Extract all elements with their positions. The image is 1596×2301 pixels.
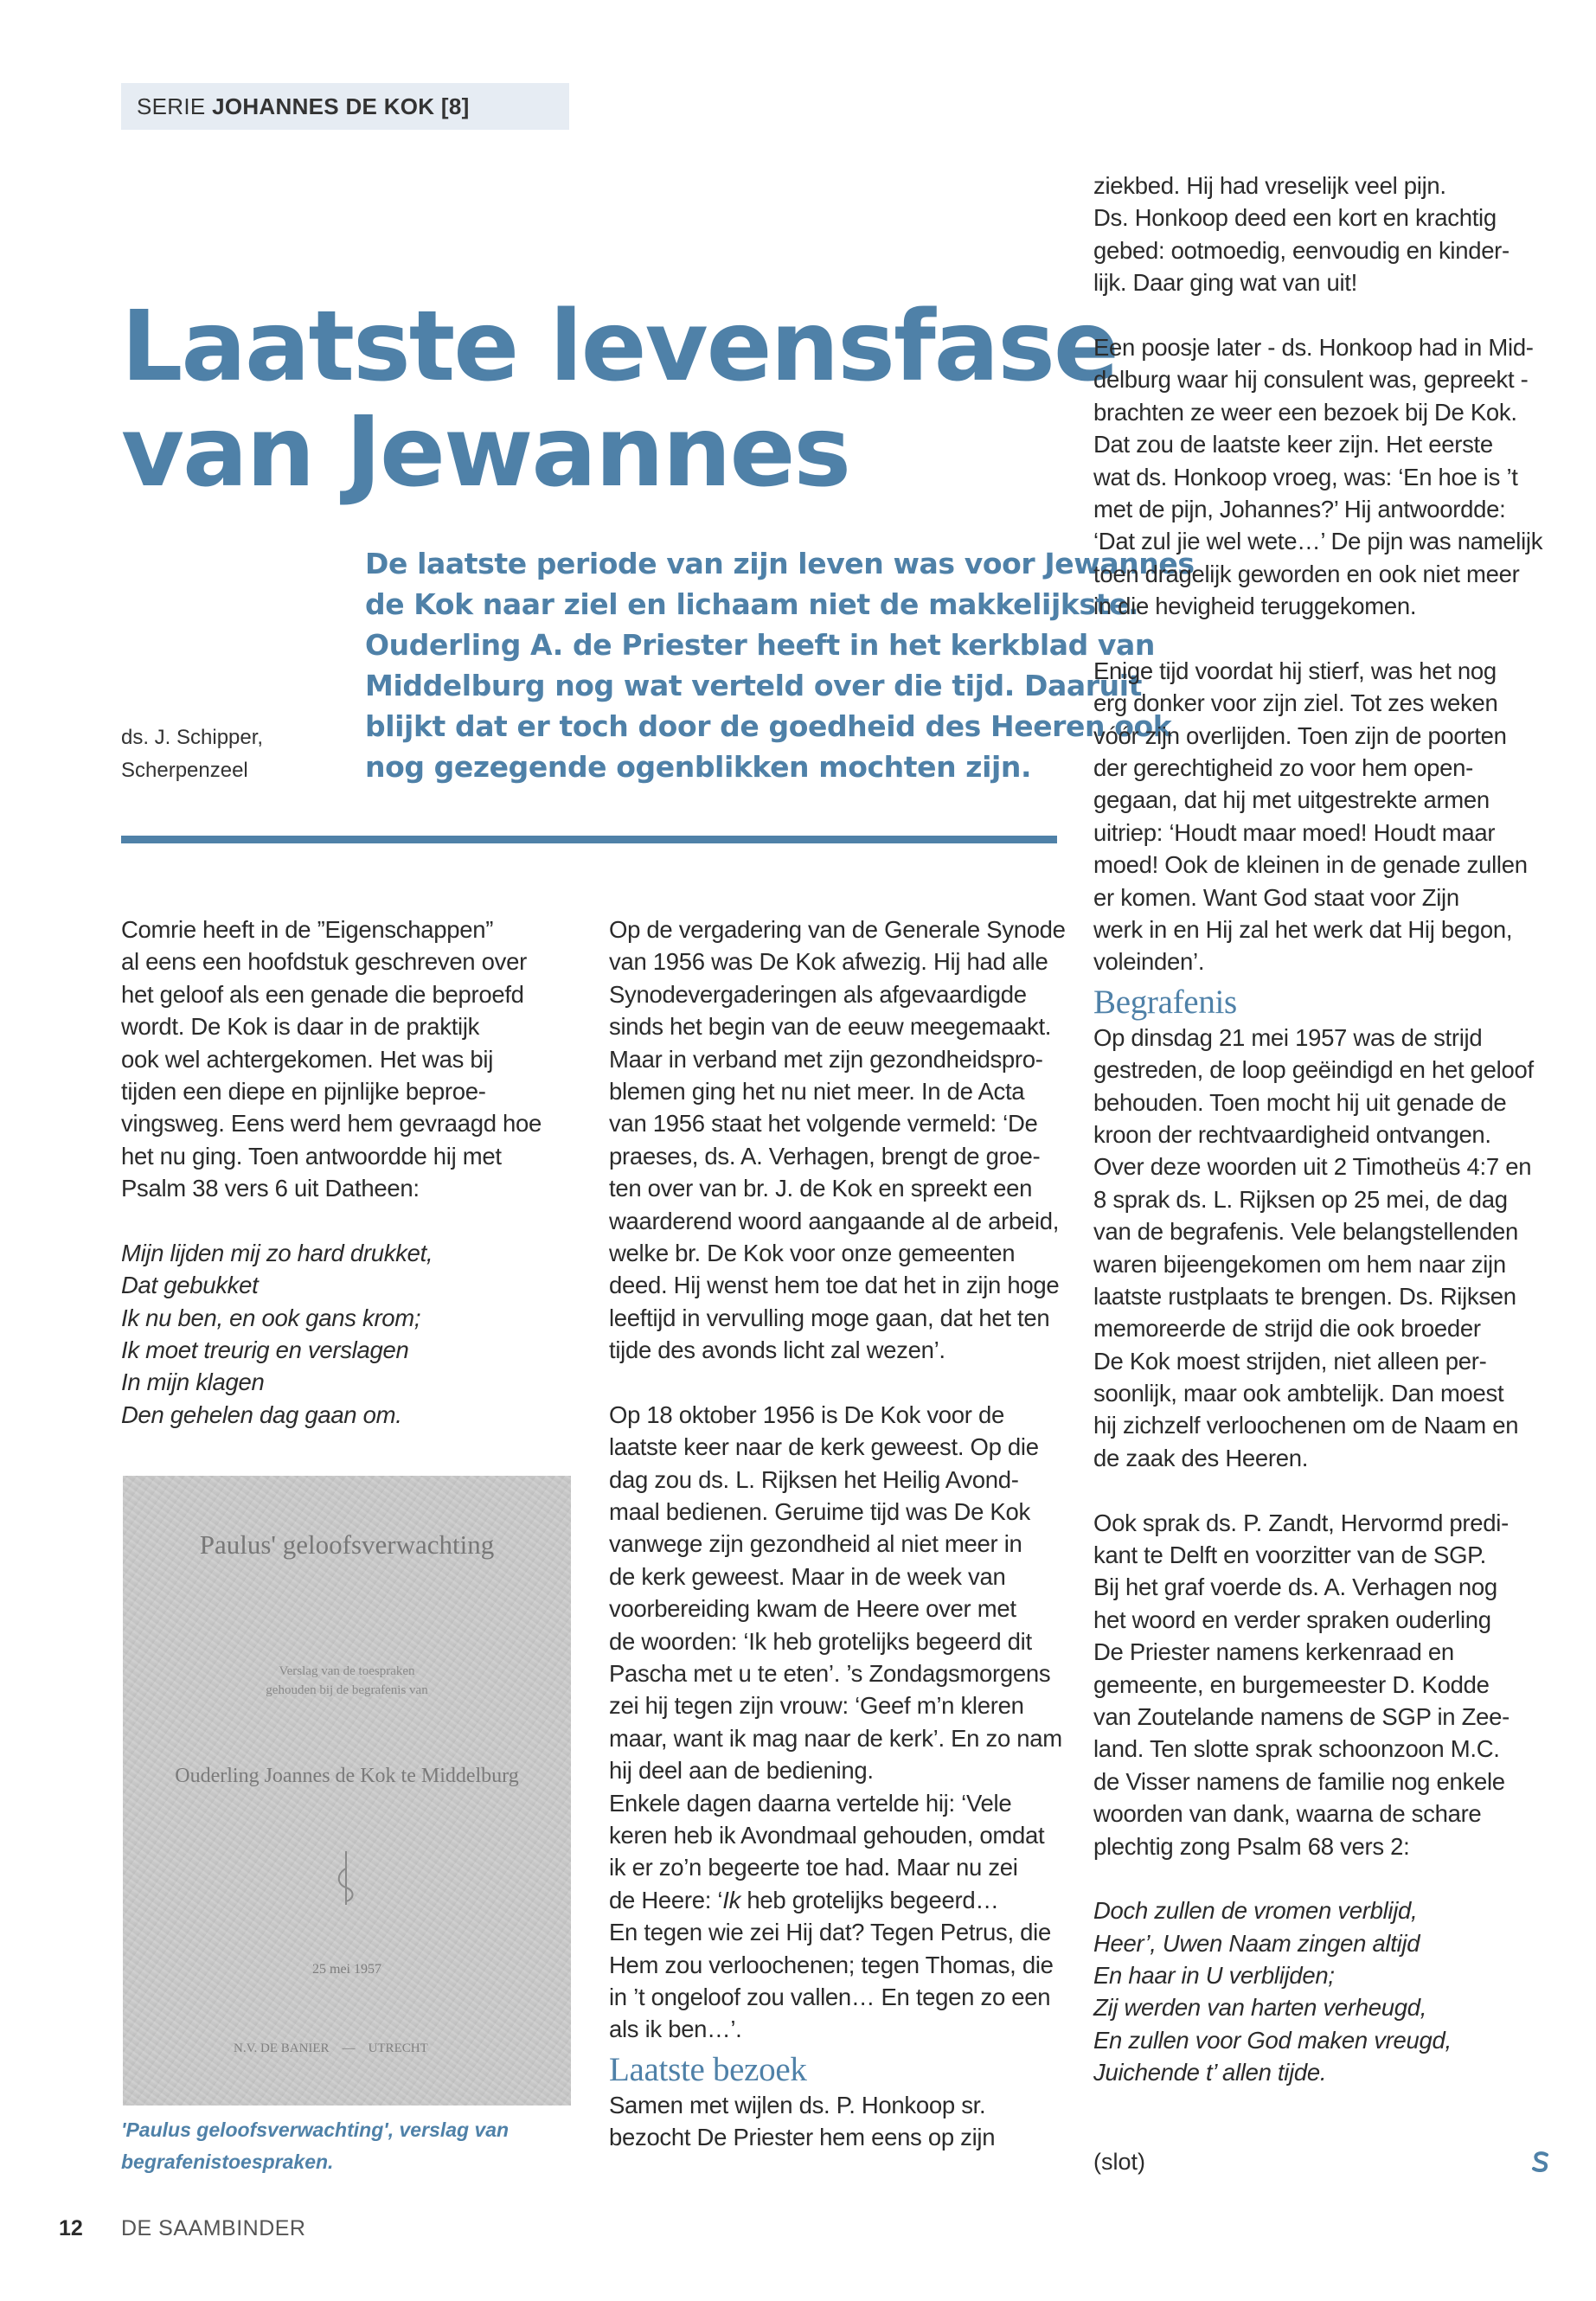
text-line: Maar in verband met zijn gezondheidspro- <box>609 1045 1043 1073</box>
text-line: Psalm 38 vers 6 uit Datheen: <box>121 1175 420 1202</box>
text-line: Enkele dagen daarna vertelde hij: ‘Vele <box>609 1789 1012 1817</box>
text-line: Pascha met u te eten’. ’s Zondagsmorgens <box>609 1659 1051 1687</box>
text-line: Op dinsdag 21 mei 1957 was de strijd <box>1093 1023 1483 1051</box>
author-location: Scherpenzeel <box>121 759 248 782</box>
magazine-name: DE SAAMBINDER <box>121 2216 306 2240</box>
column-3-paragraph-1 <box>1093 170 1561 299</box>
text-line: Juichende t’ allen tijde. <box>1093 2059 1327 2086</box>
text-line: welke br. De Kok voor onze gemeenten <box>609 1239 1016 1266</box>
text-line: er komen. Want God staat voor Zijn <box>1093 883 1459 911</box>
text-line: ziekbed. Hij had vreselijk veel pijn. <box>1093 172 1446 199</box>
text-line: Hem zou verloochenen; tegen Thomas, die <box>609 1951 1054 1978</box>
text-line: Zij werden van harten verheugd, <box>1093 1994 1427 2022</box>
text-line: gegaan, dat hij met uitgestrekte armen <box>1093 786 1490 814</box>
booklet-title: Paulus' geloofsverwachting <box>199 1529 495 1560</box>
column-2-paragraph-3 <box>609 2089 1059 2154</box>
series-label: SERIE JOHANNES DE KOK [8] <box>137 93 470 119</box>
text-line: gemeente, en burgemeester D. Kodde <box>1093 1670 1490 1698</box>
text-line: plechtig zong Psalm 68 vers 2: <box>1093 1832 1410 1860</box>
text-line: van de begrafenis. Vele belangstellenden <box>1093 1218 1519 1246</box>
text-line: Ook sprak ds. P. Zandt, Hervormd predi- <box>1093 1509 1509 1536</box>
text-line: vingsweg. Eens werd hem gevraagd hoe <box>121 1110 542 1138</box>
column-2-paragraph-2-end <box>609 1916 1059 2046</box>
article-title <box>121 291 1118 509</box>
booklet-emblem-icon <box>333 1849 359 1907</box>
booklet-date: 25 mei 1957 <box>312 1962 381 1977</box>
text-line: de kerk geweest. Maar in de week van <box>609 1562 1006 1590</box>
text-line: Heer’, Uwen Naam zingen altijd <box>1093 1929 1420 1957</box>
text-line: hij deel aan de bediening. <box>609 1757 874 1785</box>
psalm-quote-2 <box>1093 1894 1561 2088</box>
text-line: memoreerde de strijd die ook broeder <box>1093 1315 1481 1343</box>
text-line: van 1956 staat het volgende vermeld: ‘De <box>609 1110 1038 1138</box>
column-3-paragraph-5 <box>1093 1507 1561 1862</box>
column-3 <box>1093 170 1561 2089</box>
text-line: laatste rustplaats te brengen. Ds. Rijksen <box>1093 1282 1516 1310</box>
text-line: Mijn lijden mij zo hard drukket, <box>121 1239 433 1266</box>
text-line: waren bijeengekomen om hem naar zijn <box>1093 1250 1506 1278</box>
title-line-1: Laatste levensfase <box>121 291 1118 403</box>
text-line: tijden een diepe en pijnlijke beproe- <box>121 1077 486 1105</box>
text-line: De Priester namens kerkenraad en <box>1093 1638 1454 1666</box>
text-line: delburg waar hij consulent was, gepreekt - <box>1093 366 1529 394</box>
text-line: En tegen wie zei Hij dat? Tegen Petrus, die <box>609 1919 1051 1946</box>
text-line: praeses, ds. A. Verhagen, brengt de groe- <box>609 1142 1041 1170</box>
text-line: brachten ze weer een bezoek bij De Kok. <box>1093 398 1517 426</box>
text-line: Op 18 oktober 1956 is De Kok voor de <box>609 1400 1004 1428</box>
text-line: bezocht De Priester hem eens op zijn <box>609 2124 996 2151</box>
author-byline <box>121 721 263 787</box>
text-line: voorbereiding kwam de Heere over met <box>609 1595 1016 1623</box>
column-3-paragraph-4 <box>1093 1022 1561 1474</box>
text-line: wordt. De Kok is daar in de praktijk <box>121 1013 480 1041</box>
text-line: het nu ging. Toen antwoordde hij met <box>121 1142 502 1170</box>
subheading-laatste-bezoek: Laatste bezoek <box>609 2050 807 2088</box>
text-line: erg donker voor zijn ziel. Tot zes weken <box>1093 689 1498 717</box>
text-line: het geloof als een genade die beproefd <box>121 980 524 1008</box>
text-line: Bij het graf voerde ds. A. Verhagen nog <box>1093 1574 1497 1601</box>
text-line: dag zou ds. L. Rijksen het Heilig Avond- <box>609 1465 1019 1493</box>
text-line: Dat zou de laatste keer zijn. Het eerste <box>1093 431 1493 458</box>
text-line: in ’t ongeloof zou vallen… En tegen zo een <box>609 1983 1051 2010</box>
text-line: lijk. Daar ging wat van uit! <box>1093 269 1357 297</box>
column-1-paragraph-1 <box>121 913 562 1205</box>
text-line: tijde des avonds licht zal wezen’. <box>609 1336 945 1364</box>
text-line: toen dragelijk geworden en ook niet meer <box>1093 560 1520 587</box>
text-line: van Zoutelande namens de SGP in Zee- <box>1093 1702 1509 1730</box>
column-2-paragraph-1 <box>609 913 1066 1366</box>
text-line: deed. Hij wenst hem toe dat het in zijn hoge <box>609 1272 1060 1299</box>
column-3-paragraph-2 <box>1093 331 1561 623</box>
text-line: De laatste periode van zijn leven was voor Jewannes <box>365 547 1195 580</box>
text-line: Dat gebukket <box>121 1272 259 1299</box>
booklet-cover-image <box>123 1476 571 2106</box>
text-line: woorden van dank, waarna de schare <box>1093 1800 1482 1828</box>
text-line: In mijn klagen <box>121 1368 265 1396</box>
text-line: laatste keer naar de kerk geweest. Op die <box>609 1433 1039 1461</box>
text-line: de woorden: ‘Ik heb grotelijks begeerd dit <box>609 1627 1032 1655</box>
psalm-quote-1 <box>121 1237 562 1431</box>
booklet-name: Ouderling Joannes de Kok te Middelburg <box>175 1765 519 1787</box>
text-line: uitriep: ‘Houdt maar moed! Houdt maar <box>1093 818 1496 846</box>
series-banner <box>121 83 569 130</box>
text-line: Over deze woorden uit 2 Timotheüs 4:7 en <box>1093 1153 1532 1181</box>
text-line: Middelburg nog wat verteld over die tijd. Daaruit <box>365 669 1142 702</box>
title-line-2: van Jewannes <box>121 396 850 509</box>
article-intro <box>365 543 1195 787</box>
text-line: leeftijd in vervulling moge gaan, dat het ten <box>609 1304 1050 1331</box>
text-line: zei hij tegen zijn vrouw: ‘Geef m’n kleren <box>609 1692 1024 1720</box>
text-line: De Kok moest strijden, niet alleen per- <box>1093 1347 1487 1375</box>
text-line: in die hevigheid teruggekomen. <box>1093 593 1417 620</box>
text-line: Ds. Honkoop deed een kort en krachtig <box>1093 204 1497 232</box>
text-line: maar, want ik mag naar de kerk’. En zo nam <box>609 1724 1062 1752</box>
text-line: de Kok naar ziel en lichaam niet de makkelijkste. <box>365 587 1139 621</box>
text-line: waarderend woord aangaande al de arbeid, <box>609 1207 1060 1234</box>
text-line: gebed: ootmoedig, eenvoudig en kinder- <box>1093 236 1509 264</box>
booklet-publisher: N.V. DE BANIER — UTRECHT <box>234 2041 428 2055</box>
text-line: blemen ging het nu niet meer. In de Acta <box>609 1077 1025 1105</box>
text-line: keren heb ik Avondmaal gehouden, omdat <box>609 1821 1045 1849</box>
text-line: als ik ben…’. <box>609 2016 742 2043</box>
text-line: voleinden’. <box>1093 948 1205 976</box>
text-line: ‘Dat zul jie wel wete…’ De pijn was namelijk <box>1093 528 1543 555</box>
text-line: Een poosje later - ds. Honkoop had in Mid- <box>1093 333 1534 361</box>
text-line: Doch zullen de vromen verblijd, <box>1093 1897 1418 1925</box>
text-line: Ouderling A. de Priester heeft in het kerkblad van <box>365 628 1155 662</box>
closing-note: (slot) <box>1093 2149 1145 2175</box>
column-2 <box>609 913 1066 2153</box>
text-line: ten over van br. J. de Kok en spreekt een <box>609 1175 1033 1202</box>
page-number: 12 <box>59 2216 83 2240</box>
text-line: kant te Delft en voorzitter van de SGP. <box>1093 1541 1487 1569</box>
text-line: kroon der rechtvaardigheid ontvangen. <box>1093 1120 1491 1148</box>
end-mark-icon <box>1529 2150 1552 2173</box>
author-name: ds. J. Schipper, <box>121 726 264 749</box>
text-line: Comrie heeft in de ”Eigenschappen” <box>121 916 494 943</box>
text-line: ook wel achtergekomen. Het was bij <box>121 1045 494 1073</box>
subheading-begrafenis: Begrafenis <box>1093 983 1237 1021</box>
text-line: vanwege zijn gezondheid al niet meer in <box>609 1530 1022 1558</box>
column-1 <box>121 913 562 1431</box>
image-caption: 'Paulus geloofsverwachting', verslag van begrafenistoespraken. <box>121 2118 510 2173</box>
text-line: hij zichzelf verloochenen om de Naam en <box>1093 1412 1519 1439</box>
text-line: Ik moet treurig en verslagen <box>121 1336 409 1364</box>
text-line: maal bedienen. Geruime tijd was De Kok <box>609 1498 1030 1526</box>
text-line: met de pijn, Johannes?’ Hij antwoordde: <box>1093 495 1506 522</box>
text-line: het woord en verder spraken ouderling <box>1093 1606 1491 1633</box>
text-line: Ik nu ben, en ook gans krom; <box>121 1304 421 1331</box>
text-line: En haar in U verblijden; <box>1093 1962 1335 1990</box>
quote-line: de Heere: ‘Ik heb grotelijks begeerd… <box>609 1886 999 1913</box>
column-2-paragraph-2 <box>609 1399 1062 1884</box>
section-divider <box>121 836 1057 843</box>
text-line: Samen met wijlen ds. P. Honkoop sr. <box>609 2091 986 2118</box>
text-line: Enige tijd voordat hij stierf, was het nog <box>1093 657 1497 684</box>
text-line: Den gehelen dag gaan om. <box>121 1400 402 1428</box>
text-line: Synodevergaderingen als afgevaardigde <box>609 980 1027 1008</box>
text-line: land. Ten slotte sprak schoonzoon M.C. <box>1093 1735 1500 1763</box>
text-line: ik er zo’n begeerte toe had. Maar nu zei <box>609 1854 1018 1881</box>
booklet-subtitle-2: gehouden bij de begrafenis van <box>266 1683 428 1697</box>
text-line: vóór zijn overlijden. Toen zijn de poorten <box>1093 721 1507 749</box>
text-line: 8 sprak ds. L. Rijksen op 25 mei, de dag <box>1093 1185 1508 1213</box>
column-3-paragraph-3 <box>1093 655 1561 978</box>
text-line: de Visser namens de familie nog enkele <box>1093 1767 1505 1795</box>
text-line: sinds het begin van de eeuw meegemaakt. <box>609 1013 1052 1041</box>
text-line: al eens een hoofdstuk geschreven over <box>121 948 527 976</box>
text-line: de zaak des Heeren. <box>1093 1444 1309 1471</box>
text-line: werk in en Hij zal het werk dat Hij begon, <box>1093 915 1513 943</box>
text-line: wat ds. Honkoop vroeg, was: ‘En hoe is ’t <box>1093 463 1518 490</box>
booklet-subtitle-1: Verslag van de toespraken <box>279 1664 415 1678</box>
text-line: En zullen voor God maken vreugd, <box>1093 2026 1452 2054</box>
text-line: der gerechtigheid zo voor hem open- <box>1093 754 1473 782</box>
text-line: gestreden, de loop geëindigd en het geloof <box>1093 1056 1534 1084</box>
text-line: soonlijk, maar ook ambtelijk. Dan moest <box>1093 1380 1504 1407</box>
text-line: moed! Ook de kleinen in de genade zullen <box>1093 851 1528 879</box>
text-line: Op de vergadering van de Generale Synode <box>609 916 1066 943</box>
series-name: JOHANNES DE KOK [8] <box>212 93 470 119</box>
text-line: nog gezegende ogenblikken mochten zijn. <box>365 750 1032 784</box>
text-line: van 1956 was De Kok afwezig. Hij had alle <box>609 948 1048 976</box>
text-line: behouden. Toen mocht hij uit genade de <box>1093 1088 1507 1116</box>
text-line: blijkt dat er toch door de goedheid des Heeren ook <box>365 709 1172 743</box>
